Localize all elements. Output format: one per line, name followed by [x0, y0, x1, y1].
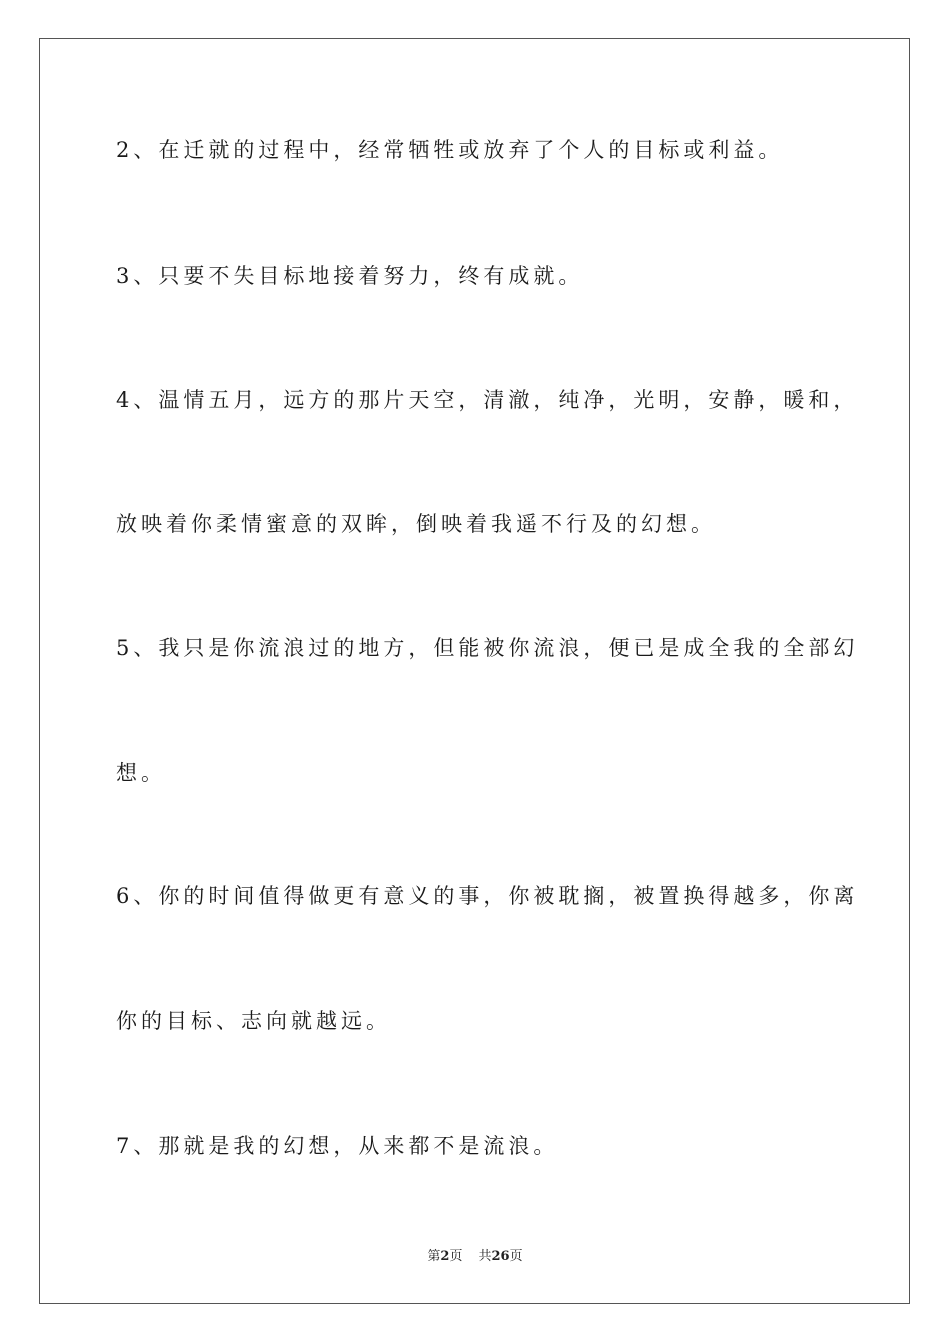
total-suffix: 页 [509, 1249, 523, 1264]
page-border [39, 38, 910, 1304]
text-line-5: 5、我只是你流浪过的地方，但能被你流浪，便已是成全我的全部幻 [116, 636, 859, 660]
text-line-6: 想。 [116, 761, 166, 785]
text-line-9: 7、那就是我的幻想，从来都不是流浪。 [116, 1134, 559, 1158]
text-line-1: 2、在迁就的过程中，经常牺牲或放弃了个人的目标或利益。 [116, 138, 784, 162]
text-line-8: 你的目标、志向就越远。 [116, 1009, 391, 1033]
text-line-4: 放映着你柔情蜜意的双眸，倒映着我遥不行及的幻想。 [116, 512, 716, 536]
page-footer [0, 1248, 950, 1266]
text-line-7: 6、你的时间值得做更有意义的事，你被耽搁，被置换得越多，你离 [116, 884, 859, 908]
page-number: 2 [440, 1249, 450, 1264]
text-line-3: 4、温情五月，远方的那片天空，清澈，纯净，光明，安静，暖和， [116, 388, 859, 412]
total-pages: 26 [491, 1249, 510, 1264]
text-line-2: 3、只要不失目标地接着努力，终有成就。 [116, 264, 584, 288]
page-prefix: 第 [427, 1249, 441, 1264]
page-suffix: 页 [449, 1249, 463, 1264]
total-prefix: 共 [478, 1249, 492, 1264]
